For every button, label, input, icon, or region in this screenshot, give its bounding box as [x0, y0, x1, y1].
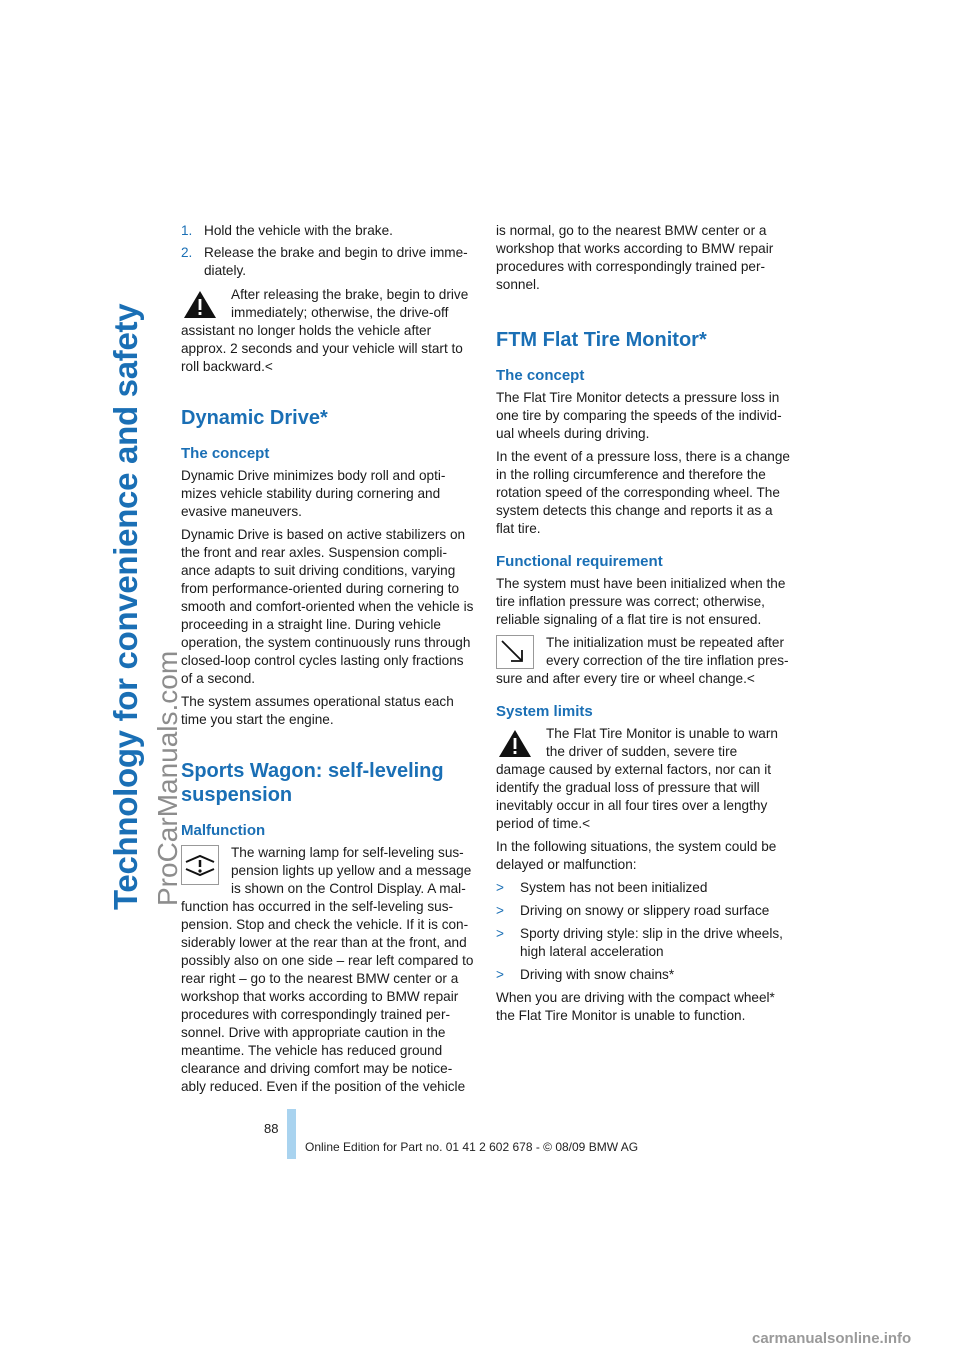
step-text: Hold the vehicle with the brake.	[204, 223, 393, 238]
bullet-marker: >	[496, 926, 504, 941]
step-item	[181, 222, 475, 240]
subheading-malfunction: Malfunction	[181, 822, 266, 839]
info-note	[496, 634, 790, 688]
malfunction-note	[181, 844, 475, 1096]
heading-ftm: FTM Flat Tire Monitor*	[496, 329, 707, 351]
end-mark: <	[746, 671, 755, 686]
list-item-text: Sporty driving style: slip in the drive wheels, high lateral acceleration	[520, 926, 783, 959]
list-item	[496, 902, 790, 920]
list-item	[496, 879, 790, 897]
list-item	[496, 925, 790, 961]
end-mark: <	[264, 359, 273, 374]
left-column	[181, 222, 475, 1101]
step-number: 2.	[181, 245, 193, 260]
paragraph: In the following situations, the system could be delayed or malfunction:	[496, 839, 777, 872]
end-mark: <	[582, 816, 591, 831]
paragraph: Dynamic Drive minimizes body roll and opti-mizes vehicle stability during cornering and evasive maneuvers.	[181, 468, 446, 519]
subheading-concept: The concept	[496, 367, 585, 384]
warning-text: After releasing the brake, begin to drive immediately; otherwise, the drive-off assistant no longer holds the vehicle after approx. 2 seconds and your vehicle will start to roll backward.	[181, 287, 469, 374]
list-item-text: Driving with snow chains*	[520, 967, 675, 982]
warning-triangle-icon	[496, 726, 534, 760]
footer-bar	[287, 1109, 296, 1159]
step-number: 1.	[181, 223, 193, 238]
list-item-text: Driving on snowy or slippery road surface	[520, 903, 770, 918]
malfunction-text: The warning lamp for self-leveling sus-pension lights up yellow and a message is shown on the Control Display. A mal-function has occurred in the self-leveling sus-pension. Stop and check the vehicle. If it is con-siderably lower at the rear than at the front, and possibly also on one side – rear left compared to rear right – go to the nearest BMW center or a workshop that works according to BMW repair procedures with correspondingly trained per-sonnel. Drive with appropriate caution in the meantime. The vehicle has reduced ground clearance and driving comfort may be notice-ably reduced. Even if the position of the vehicle	[181, 845, 474, 1094]
heading-sports-wagon: Sports Wagon: self-leveling suspension	[181, 760, 444, 806]
page-number: 88	[264, 1121, 279, 1136]
section-side-title: Technology for convenience and safety	[107, 303, 144, 910]
paragraph: is normal, go to the nearest BMW center or a workshop that works according to BMW repair procedures with correspondingly trained per-sonnel.	[496, 223, 774, 292]
warning-note	[181, 286, 475, 376]
footer-edition-text: Online Edition for Part no. 01 41 2 602 678 - © 08/09 BMW AG	[305, 1140, 639, 1154]
warning-note	[496, 725, 790, 833]
subheading-concept: The concept	[181, 445, 270, 462]
heading-dynamic-drive: Dynamic Drive*	[181, 407, 328, 429]
bullet-marker: >	[496, 903, 504, 918]
site-logo: carmanualsonline.info	[752, 1330, 912, 1347]
right-column	[496, 222, 790, 1030]
paragraph: Dynamic Drive is based on active stabilizers on the front and rear axles. Suspension compli-ance adapts to suit driving conditions, varying from performance-oriented during cornering to smooth and comfort-oriented when the vehicle is proceeding in a straight line. During vehicle operation, the system continuously runs through closed-loop control cycles lasting only fractions of a second.	[181, 527, 474, 686]
subheading-system-limits: System limits	[496, 703, 593, 720]
warning-triangle-icon	[181, 287, 219, 321]
subheading-functional-requirement: Functional requirement	[496, 553, 663, 570]
warning-text: The Flat Tire Monitor is unable to warn the driver of sudden, severe tire damage caused by external factors, nor can it identify the gradual loss of pressure that will inevitably occur in all four tires over a lengthy period of time.	[496, 726, 778, 831]
bullet-marker: >	[496, 967, 504, 982]
watermark: ProCarManuals.com	[152, 650, 183, 906]
paragraph: The system assumes operational status each time you start the engine.	[181, 694, 454, 727]
step-text: Release the brake and begin to drive imme-diately.	[204, 245, 468, 278]
list-item-text: System has not been initialized	[520, 880, 708, 895]
note-text: The initialization must be repeated after every correction of the tire inflation pres-sure and after every tire or wheel change.	[496, 635, 789, 686]
paragraph: When you are driving with the compact wheel* the Flat Tire Monitor is unable to function.	[496, 990, 775, 1023]
paragraph: The Flat Tire Monitor detects a pressure loss in one tire by comparing the speeds of the individ-ual wheels during driving.	[496, 390, 782, 441]
self-leveling-warning-lamp-icon	[181, 845, 219, 885]
step-item	[181, 244, 475, 280]
list-item	[496, 966, 790, 984]
paragraph: The system must have been initialized when the tire inflation pressure was correct; otherwise, reliable signaling of a flat tire is not ensured.	[496, 576, 786, 627]
paragraph: In the event of a pressure loss, there is a change in the rolling circumference and therefore the rotation speed of the corresponding wheel. The system detects this change and reports it as a flat tire.	[496, 449, 790, 536]
note-arrow-icon	[496, 635, 534, 669]
bullet-marker: >	[496, 880, 504, 895]
